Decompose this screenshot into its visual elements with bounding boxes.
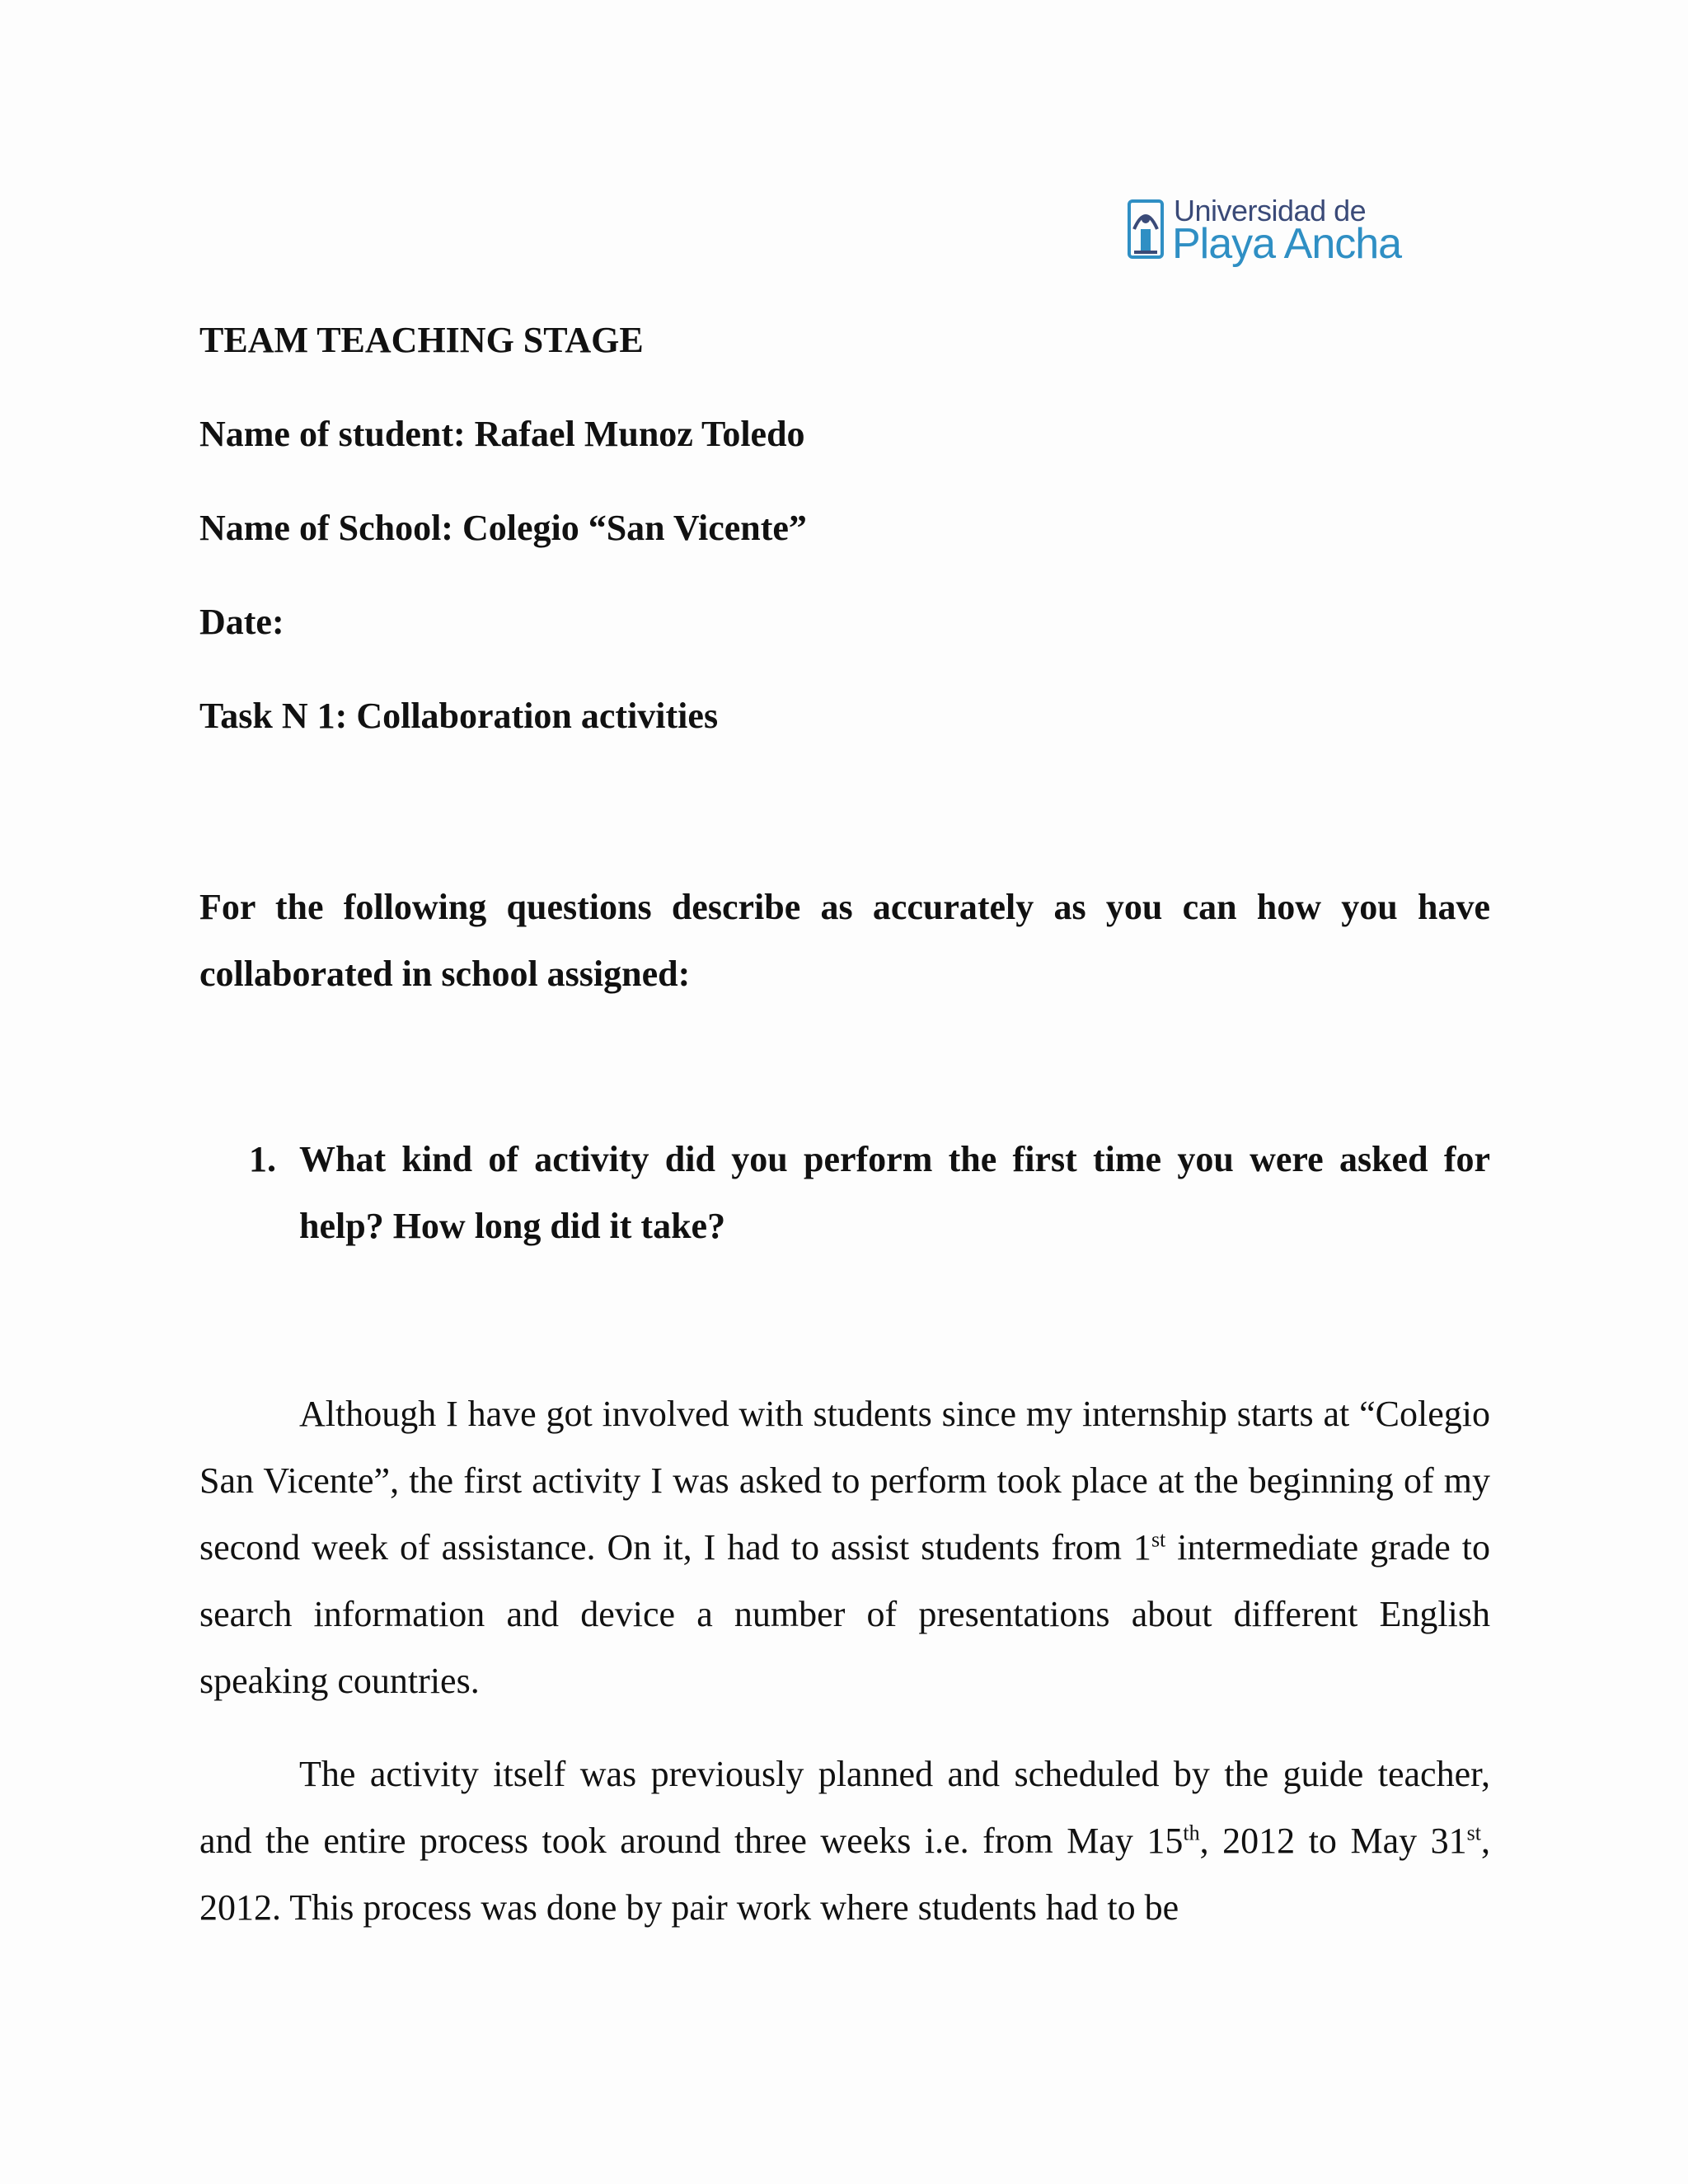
answer-paragraph-1 — [199, 1380, 1490, 1714]
student-name: Name of student: Rafael Munoz Toledo — [199, 414, 805, 454]
answer-p2-text-b: , 2012 to May 31 — [1199, 1821, 1467, 1861]
answer-p2-sup-2: st — [1466, 1821, 1481, 1845]
answer-p2-text-a: The activity itself was previously planned and scheduled by the guide teacher, and the entire process took around three weeks i.e. from May 15 — [199, 1754, 1490, 1861]
date-field: Date: — [199, 602, 284, 642]
university-logo — [1128, 194, 1400, 269]
document-title: TEAM TEACHING STAGE — [199, 320, 644, 360]
answer-paragraph-2 — [199, 1741, 1490, 1941]
university-crest-icon — [1128, 196, 1167, 260]
instructions-text: For the following questions describe as accurately as you can how you have collaborated in school assigned: — [199, 887, 1490, 994]
question-text: What kind of activity did you perform the first time you were asked for help? How long did it take? — [299, 1139, 1490, 1246]
school-name: Name of School: Colegio “San Vicente” — [199, 508, 807, 548]
answer-p1-text-a: Although I have got involved with students since my internship starts at “Colegio San Vicente”, the first activity I was asked to perform took place at the beginning of my second week of assistance. On it, I had to assist students from 1 — [199, 1394, 1490, 1568]
answer-p2-text-c: , 2012. This process was done by pair work where students had to be — [199, 1821, 1490, 1928]
answer-p1-text-b: intermediate grade to search information and device a number of presentations about different English speaking countries. — [199, 1527, 1491, 1701]
answer-p1-sup: st — [1151, 1527, 1166, 1552]
logo-text-line2: Playa Ancha — [1172, 220, 1402, 268]
task-title: Task N 1: Collaboration activities — [199, 696, 719, 736]
question-number: 1. — [249, 1139, 276, 1179]
answer-p2-sup-1: th — [1183, 1821, 1200, 1845]
logo-text-line1: Universidad de — [1174, 194, 1367, 227]
